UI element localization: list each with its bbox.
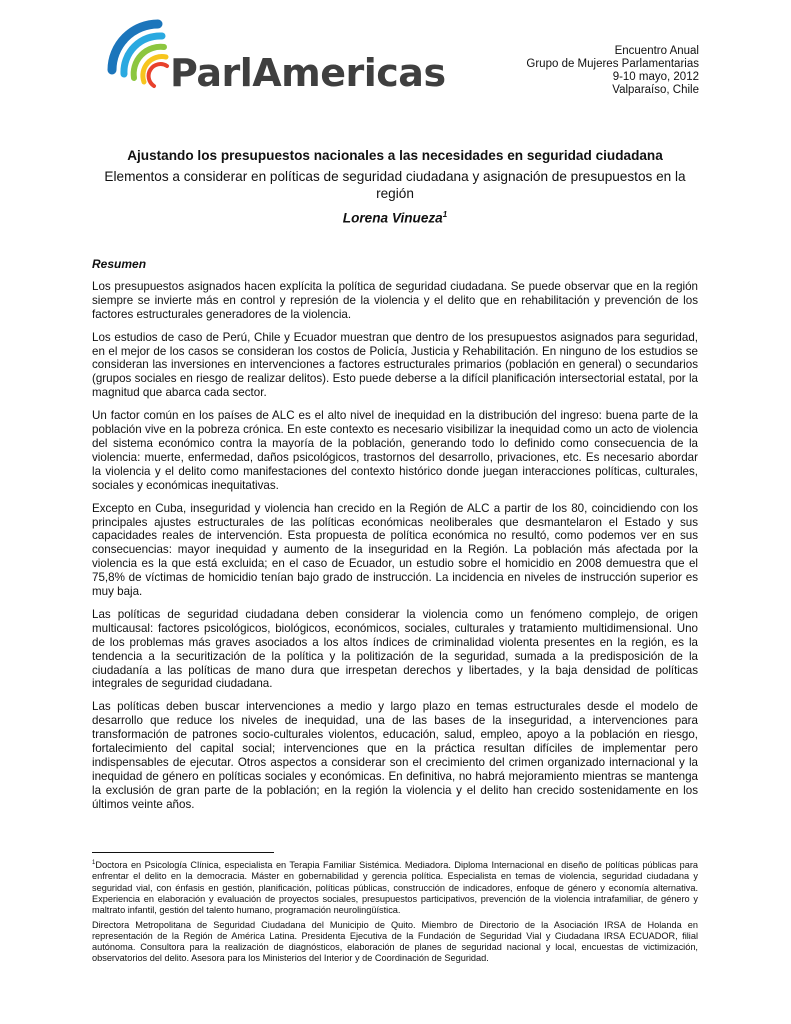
footnote-item [92, 920, 698, 965]
document-title: Ajustando los presupuestos nacionales a las necesidades en seguridad ciudadana [127, 148, 663, 163]
body-paragraph: Un factor común en los países de ALC es el alto nivel de inequidad en la distribución del ingreso: buena parte de la población vive en la pobreza crónica. En este contexto es necesario visibilizar la inequidad como un acto de violencia del sistema económico contra la mayoría de la población, generando todo lo definido como consecuencia de la violencia: muerte, enfermedad, daños psicológicos, trastornos del desarrollo, privaciones, etc. Es necesario abordar la violencia y el delito como manifestaciones del contexto histórico donde juegan interacciones políticas, culturales, sociales y económicas inequitativas. [92, 409, 698, 492]
body-paragraph: Los estudios de caso de Perú, Chile y Ecuador muestran que dentro de los presupuestos asignados para seguridad, en el mejor de los casos se consideran los costos de Policía, Justicia y Rehabilitación. En ninguno de los estudios se consideran las inversiones en intervenciones a factores estructurales primarios (población en general) o secundarios (grupos sociales en riesgo de realizar delitos). Esto puede deberse a la difícil planificación intersectorial estatal, por la magnitud que abarca cada sector. [92, 330, 698, 400]
event-location: Valparaíso, Chile [612, 84, 699, 96]
author-footnote-mark: 1 [442, 210, 448, 219]
footnote-mark: 1 [92, 860, 96, 866]
section-heading: Resumen [92, 257, 147, 271]
body-paragraph: Las políticas deben buscar intervenciones a medio y largo plazo en temas estructurales desde el modelo de desarrollo que reduce los niveles de inequidad, una de las bases de la inseguridad, a intervenciones para transformación de patrones socio-culturales violentos, educación, salud, empleo, apoyo a la población en riesgo, fortalecimiento del capital social; intervenciones que en la práctica resultan difíciles de implementar pero indispensables de ejecutar. Otros aspectos a considerar son el crecimiento del crimen organizado internacional y la inequidad de género en políticas sociales y económicas. En definitiva, no habrá mejoramiento mientras se mantenga la exclusión de gran parte de la población; en la región la violencia y el delito han crecido sostenidamente en los últimos veinte años. [92, 700, 698, 811]
body-paragraph: Excepto en Cuba, inseguridad y violencia han crecido en la Región de ALC a partir de los 80, coincidiendo con los principales ajustes estructurales de las políticas económicas neoliberales que desmantelaron el Estado y sus capacidades reales de intervención. Esta propuesta de política económica no resultó, como podemos ver en sus consecuencias: mayor inequidad y aumento de la inseguridad en la Región. La población más afectada por la violencia es la que está excluida; en el caso de Ecuador, un estudio sobre el homicidio en 2008 demuestra que el 75,8% de víctimas de homicidio tenían bajo grado de instrucción. La incidencia en niveles de instrucción superior es muy baja. [92, 501, 698, 599]
event-date: 9-10 mayo, 2012 [612, 71, 699, 83]
author-name: Lorena Vinueza [342, 210, 443, 226]
event-group: Grupo de Mujeres Parlamentarias [526, 58, 699, 70]
document-subtitle: Elementos a considerar en políticas de seguridad ciudadana y asignación de presupuestos en la región [104, 169, 686, 201]
event-name: Encuentro Anual [614, 45, 699, 57]
footnotes [92, 858, 698, 968]
document-body [92, 258, 698, 821]
event-info [526, 45, 699, 97]
footnote-text: Doctora en Psicología Clínica, especialista en Terapia Familiar Sistémica. Mediadora. Diploma Internacional en diseño de políticas públicas para enfrentar el delito en la democracia. Máster en gobernabilidad y gerencia política. Especialista en temas de violencia, seguridad ciudadana y seguridad vial, con énfasis en gestión, planificación, políticas públicas, construcción de indicadores, enfoque de género y economía alternativa. Experiencia en elaboración y evaluación de proyectos sociales, presupuestos participativos, prevención de la violencia intrafamiliar, de género y maltrato infantil, gestión del talento humano, programación neurolingüística. [92, 860, 698, 916]
logo-wordmark: ParlAmericas [170, 51, 446, 95]
document-author [95, 210, 695, 226]
body-paragraph: Las políticas de seguridad ciudadana deben considerar la violencia como un fenómeno complejo, de origen multicausal: factores psicológicos, biológicos, económicos, sociales, culturales y tratamiento multidimensional. Uno de los problemas más graves asociados a los altos índices de criminalidad violenta presentes en la región, es la tendencia a la securitización de la política y la politización de la seguridad, sumada a la predisposición de la ciudadanía a las políticas de mano dura que irrespetan derechos y libertades, y la baja densidad de políticas integrales de seguridad ciudadana. [92, 607, 698, 691]
footnote-divider [92, 852, 274, 853]
footnote-item [92, 858, 698, 917]
footnote-text: Directora Metropolitana de Seguridad Ciudadana del Municipio de Quito. Miembro de Directorio de la Asociación IRSA de Holanda en representación de la Región de América Latina. Presidenta Ejecutiva de la Fundación de Seguridad Vial y Ciudadana IRSA ECUADOR, filial autónoma. Consultora para la realización de diagnósticos, elaboración de planes de seguridad nacional y local, encuestas de victimización, observatorios del delito. Asesora para los Ministerios del Interior y de Coordinación de Seguridad. [92, 919, 698, 964]
parlamericas-logo [100, 16, 446, 106]
body-paragraph: Los presupuestos asignados hacen explícita la política de seguridad ciudadana. Se puede observar que en la región siempre se invierte más en control y represión de la violencia y el delito que en rehabilitación y prevención de los factores estructurales generadores de la violencia. [92, 279, 698, 321]
